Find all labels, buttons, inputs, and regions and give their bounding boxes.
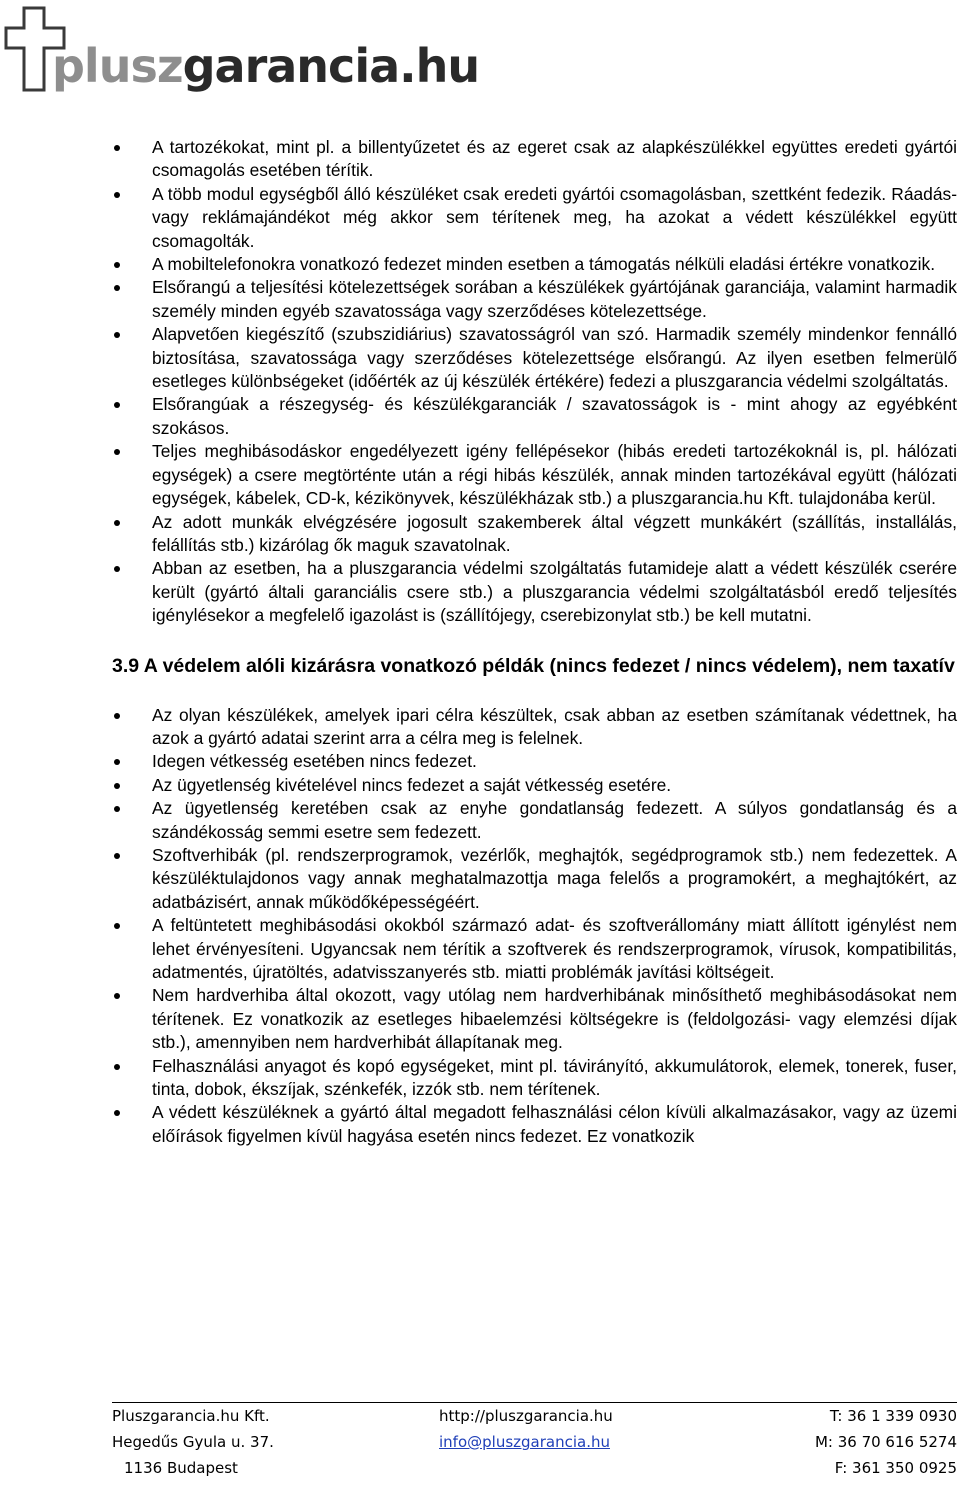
- footer-street: Hegedűs Gyula u. 37.: [112, 1433, 274, 1451]
- list-item: A védett készüléknek a gyártó által megadott felhasználási célon kívüli alkalmazásakor, vagy az üzemi előírások figyelmen kívül hagyása esetén nincs fedezet. Ez vonatkozik: [112, 1101, 957, 1148]
- list-item: A feltüntetett meghibásodási okokból származó adat- és szoftverállomány miatt állított igénylést nem lehet érvényesíteni. Ugyancsak nem térítik a szoftverek és rendszerprogramok, vírusok, kompatibilitás, adatmentés, újratöltés, adatvisszanyerés stb. miatti problémák javítási költségeit.: [112, 914, 957, 984]
- footer-city: 1136 Budapest: [124, 1459, 238, 1477]
- footer-row: [112, 1455, 957, 1481]
- list-item: Szoftverhibák (pl. rendszerprogramok, vezérlők, meghajtók, segédprogramok stb.) nem fedezettek. A készüléktulajdonos vagy annak meghatalmazottja maga felelős a programokért, a meghajtókért, az adatbázisért, annak működőképességéért.: [112, 844, 957, 914]
- list-item: Idegen vétkesség esetében nincs fedezet.: [112, 750, 957, 773]
- list-item: A mobiltelefonokra vonatkozó fedezet minden esetben a támogatás nélküli eladási értékre vonatkozik.: [112, 253, 957, 276]
- footer-row: [112, 1403, 957, 1429]
- list-item: Abban az esetben, ha a pluszgarancia védelmi szolgáltatás futamideje alatt a védett készülék cserére került (gyártó általi garanciális csere stb.) a pluszgarancia védelmi szolgáltatásból eredő teljesítés igénylésekor a megfelelő igazolást is (szállítójegy, cserebizonylat stb.) be kell mutatni.: [112, 557, 957, 627]
- footer-fax: F: 361 350 0925: [834, 1459, 957, 1477]
- list-item: Elsőrangú a teljesítési kötelezettségek sorában a készülékek gyártójának garanciája, valamint harmadik személy minden egyéb szavatossága vagy szerződéses kötelezettsége.: [112, 276, 957, 323]
- list-item: Az olyan készülékek, amelyek ipari célra készültek, csak abban az esetben számítanak védettnek, ha azok a gyártó adatai szerint arra a célra meg is felelnek.: [112, 704, 957, 751]
- list-item: Elsőrangúak a részegység- és készülékgaranciák / szavatosságok is - mint ahogy az egyébként szokásos.: [112, 393, 957, 440]
- page-footer: [112, 1402, 957, 1481]
- list-item: Alapvetően kiegészítő (szubszidiárius) szavatosságról van szó. Harmadik személy mindenkor fennálló biztosítása, szavatossága vagy szerződéses kötelezettsége elsőrangú. Az ilyen esetben felmerülő esetleges különbségeket (időérték az új készülék értékére) fedezi a pluszgarancia védelmi szolgáltatás.: [112, 323, 957, 393]
- logo-wordmark-dark: garancia.hu: [182, 39, 480, 93]
- document-body: [112, 136, 957, 1148]
- list-item: Teljes meghibásodáskor engedélyezett igény fellépésekor (hibás eredeti tartozékoknál is, pl. hálózati egységek) a csere megtörténte után a régi hibás készülék, annak minden tartozékával együtt (hálózati egységek, kábelek, CD-k, kézikönyvek, készülékházak stb.) a pluszgarancia.hu Kft. tulajdonába kerül.: [112, 440, 957, 510]
- footer-website: http://pluszgarancia.hu: [439, 1407, 613, 1425]
- section-heading: 3.9 A védelem alóli kizárásra vonatkozó példák (nincs fedezet / nincs védelem), nem taxatív: [112, 654, 955, 677]
- coverage-notes-list: [112, 136, 957, 628]
- footer-phone: T: 36 1 339 0930: [829, 1407, 957, 1425]
- list-item: A több modul egységből álló készüléket csak eredeti gyártói csomagolásban, szettként fedezik. Ráadás- vagy reklámajándékot még akkor sem térítenek meg, ha azokat a védett készülékkel együtt csomagolták.: [112, 183, 957, 253]
- footer-mobile: M: 36 70 616 5274: [814, 1433, 957, 1451]
- list-item: Az ügyetlenség keretében csak az enyhe gondatlanság fedezett. A súlyos gondatlanság és a szándékosság semmi esetre sem fedezett.: [112, 797, 957, 844]
- list-item: Az ügyetlenség kivételével nincs fedezet a saját vétkesség esetére.: [112, 774, 957, 797]
- logo-wordmark-light: plusz: [52, 39, 183, 93]
- footer-company: Pluszgarancia.hu Kft.: [112, 1407, 270, 1425]
- list-item: Felhasználási anyagot és kopó egységeket, mint pl. távirányító, akkumulátorok, elemek, tonerek, fuser, tinta, dobok, ékszíjak, szénkefék, izzók stb. nem térítenek.: [112, 1055, 957, 1102]
- logo-wordmark: [52, 40, 479, 92]
- footer-row: [112, 1429, 957, 1455]
- company-logo: [0, 0, 480, 100]
- footer-email-link[interactable]: info@pluszgarancia.hu: [439, 1433, 610, 1451]
- list-item: A tartozékokat, mint pl. a billentyűzetet és az egeret csak az alapkészülékkel együttes eredeti gyártói csomagolás esetében térítik.: [112, 136, 957, 183]
- list-item: Az adott munkák elvégzésére jogosult szakemberek által végzett munkákért (szállítás, installálás, felállítás stb.) kizárólag ők maguk szavatolnak.: [112, 511, 957, 558]
- exclusions-list: [112, 704, 957, 1149]
- list-item: Nem hardverhiba által okozott, vagy utólag nem hardverhibának minősíthető meghibásodásokat nem térítenek. Ez vonatkozik az esetleges hibaelemzési költségekre is (feldolgozási- vagy elemzési díjak stb.), amennyiben nem hardverhibát állapítanak meg.: [112, 984, 957, 1054]
